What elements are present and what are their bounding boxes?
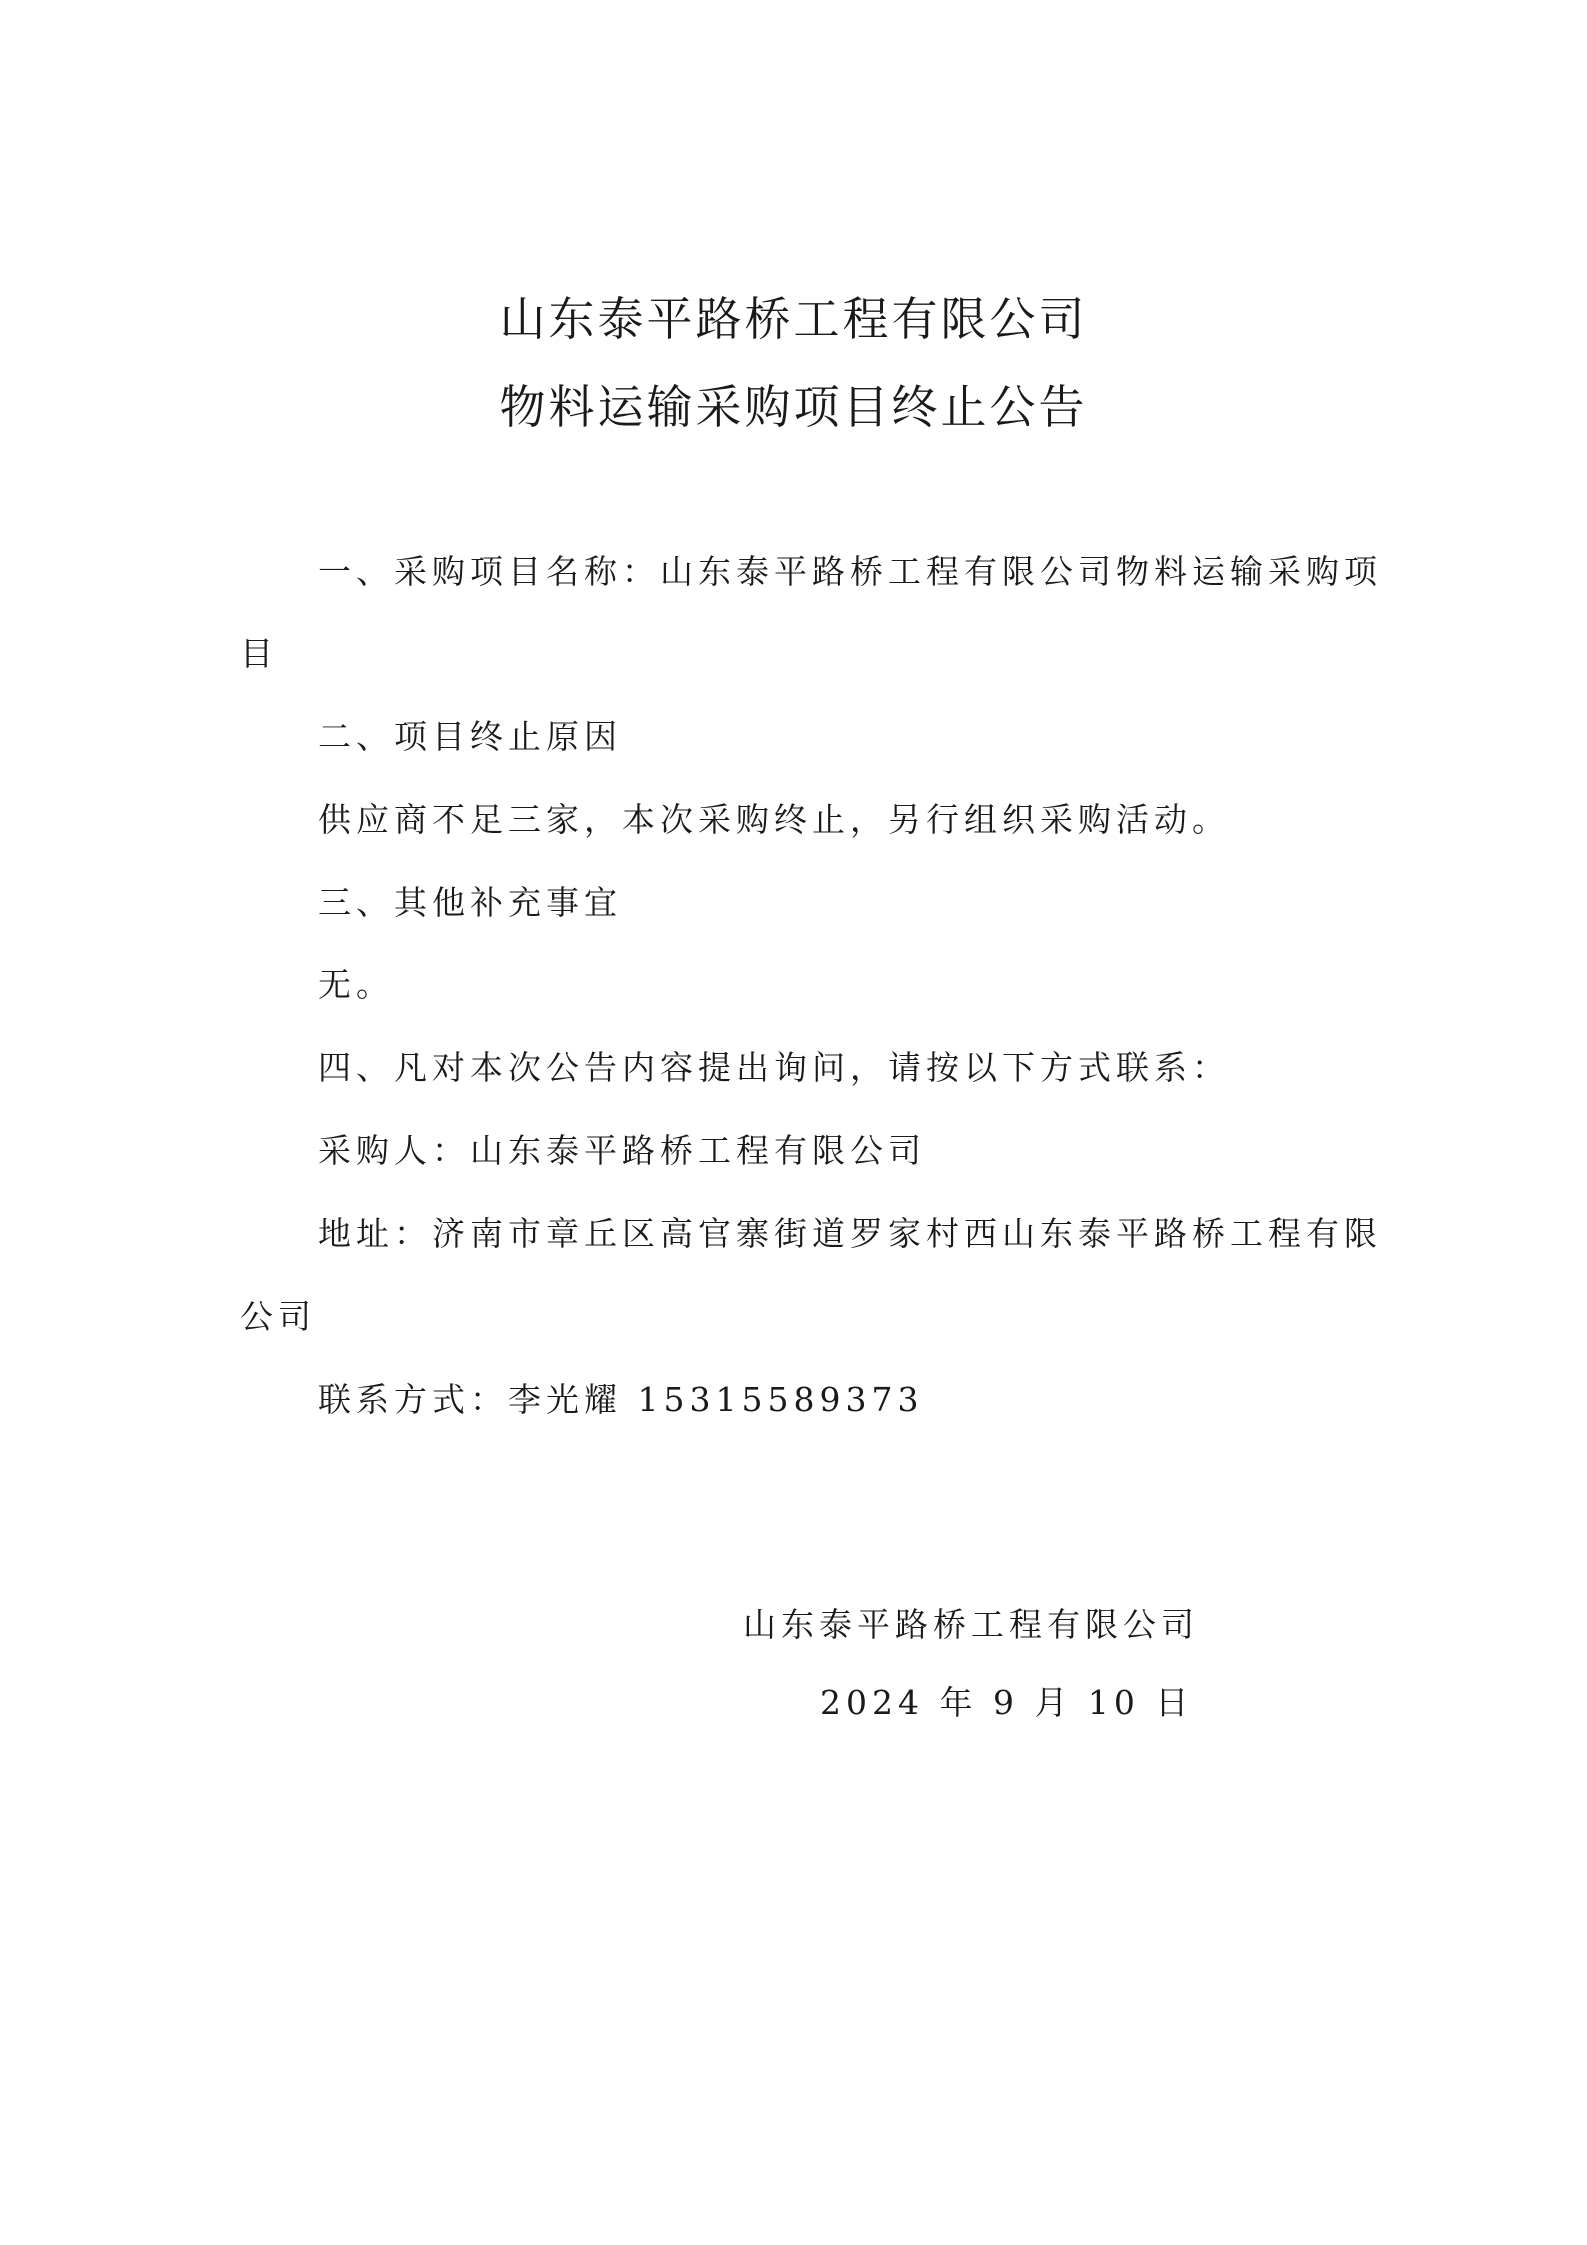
section-3-heading: 三、其他补充事宜 bbox=[318, 883, 622, 922]
section-1-line-2: 目 bbox=[240, 634, 278, 673]
contact-line: 联系方式：李光耀 15315589373 bbox=[318, 1380, 924, 1419]
signature-company: 山东泰平路桥工程有限公司 bbox=[743, 1605, 1199, 1644]
section-4-heading: 四、凡对本次公告内容提出询问，请按以下方式联系： bbox=[318, 1048, 1230, 1087]
address-line-2: 公司 bbox=[240, 1297, 316, 1336]
section-2-text: 供应商不足三家，本次采购终止，另行组织采购活动。 bbox=[318, 800, 1230, 839]
title-announcement: 物料运输采购项目终止公告 bbox=[499, 380, 1088, 434]
section-2-heading: 二、项目终止原因 bbox=[318, 717, 622, 756]
address-line-1: 地址：济南市章丘区高官寨街道罗家村西山东泰平路桥工程有限 bbox=[318, 1214, 1382, 1253]
purchaser-line: 采购人：山东泰平路桥工程有限公司 bbox=[318, 1131, 926, 1170]
section-1-line-1: 一、采购项目名称：山东泰平路桥工程有限公司物料运输采购项 bbox=[318, 552, 1382, 591]
section-3-text: 无。 bbox=[318, 965, 394, 1004]
signature-date: 2024 年 9 月 10 日 bbox=[820, 1683, 1194, 1722]
title-company: 山东泰平路桥工程有限公司 bbox=[499, 292, 1088, 346]
